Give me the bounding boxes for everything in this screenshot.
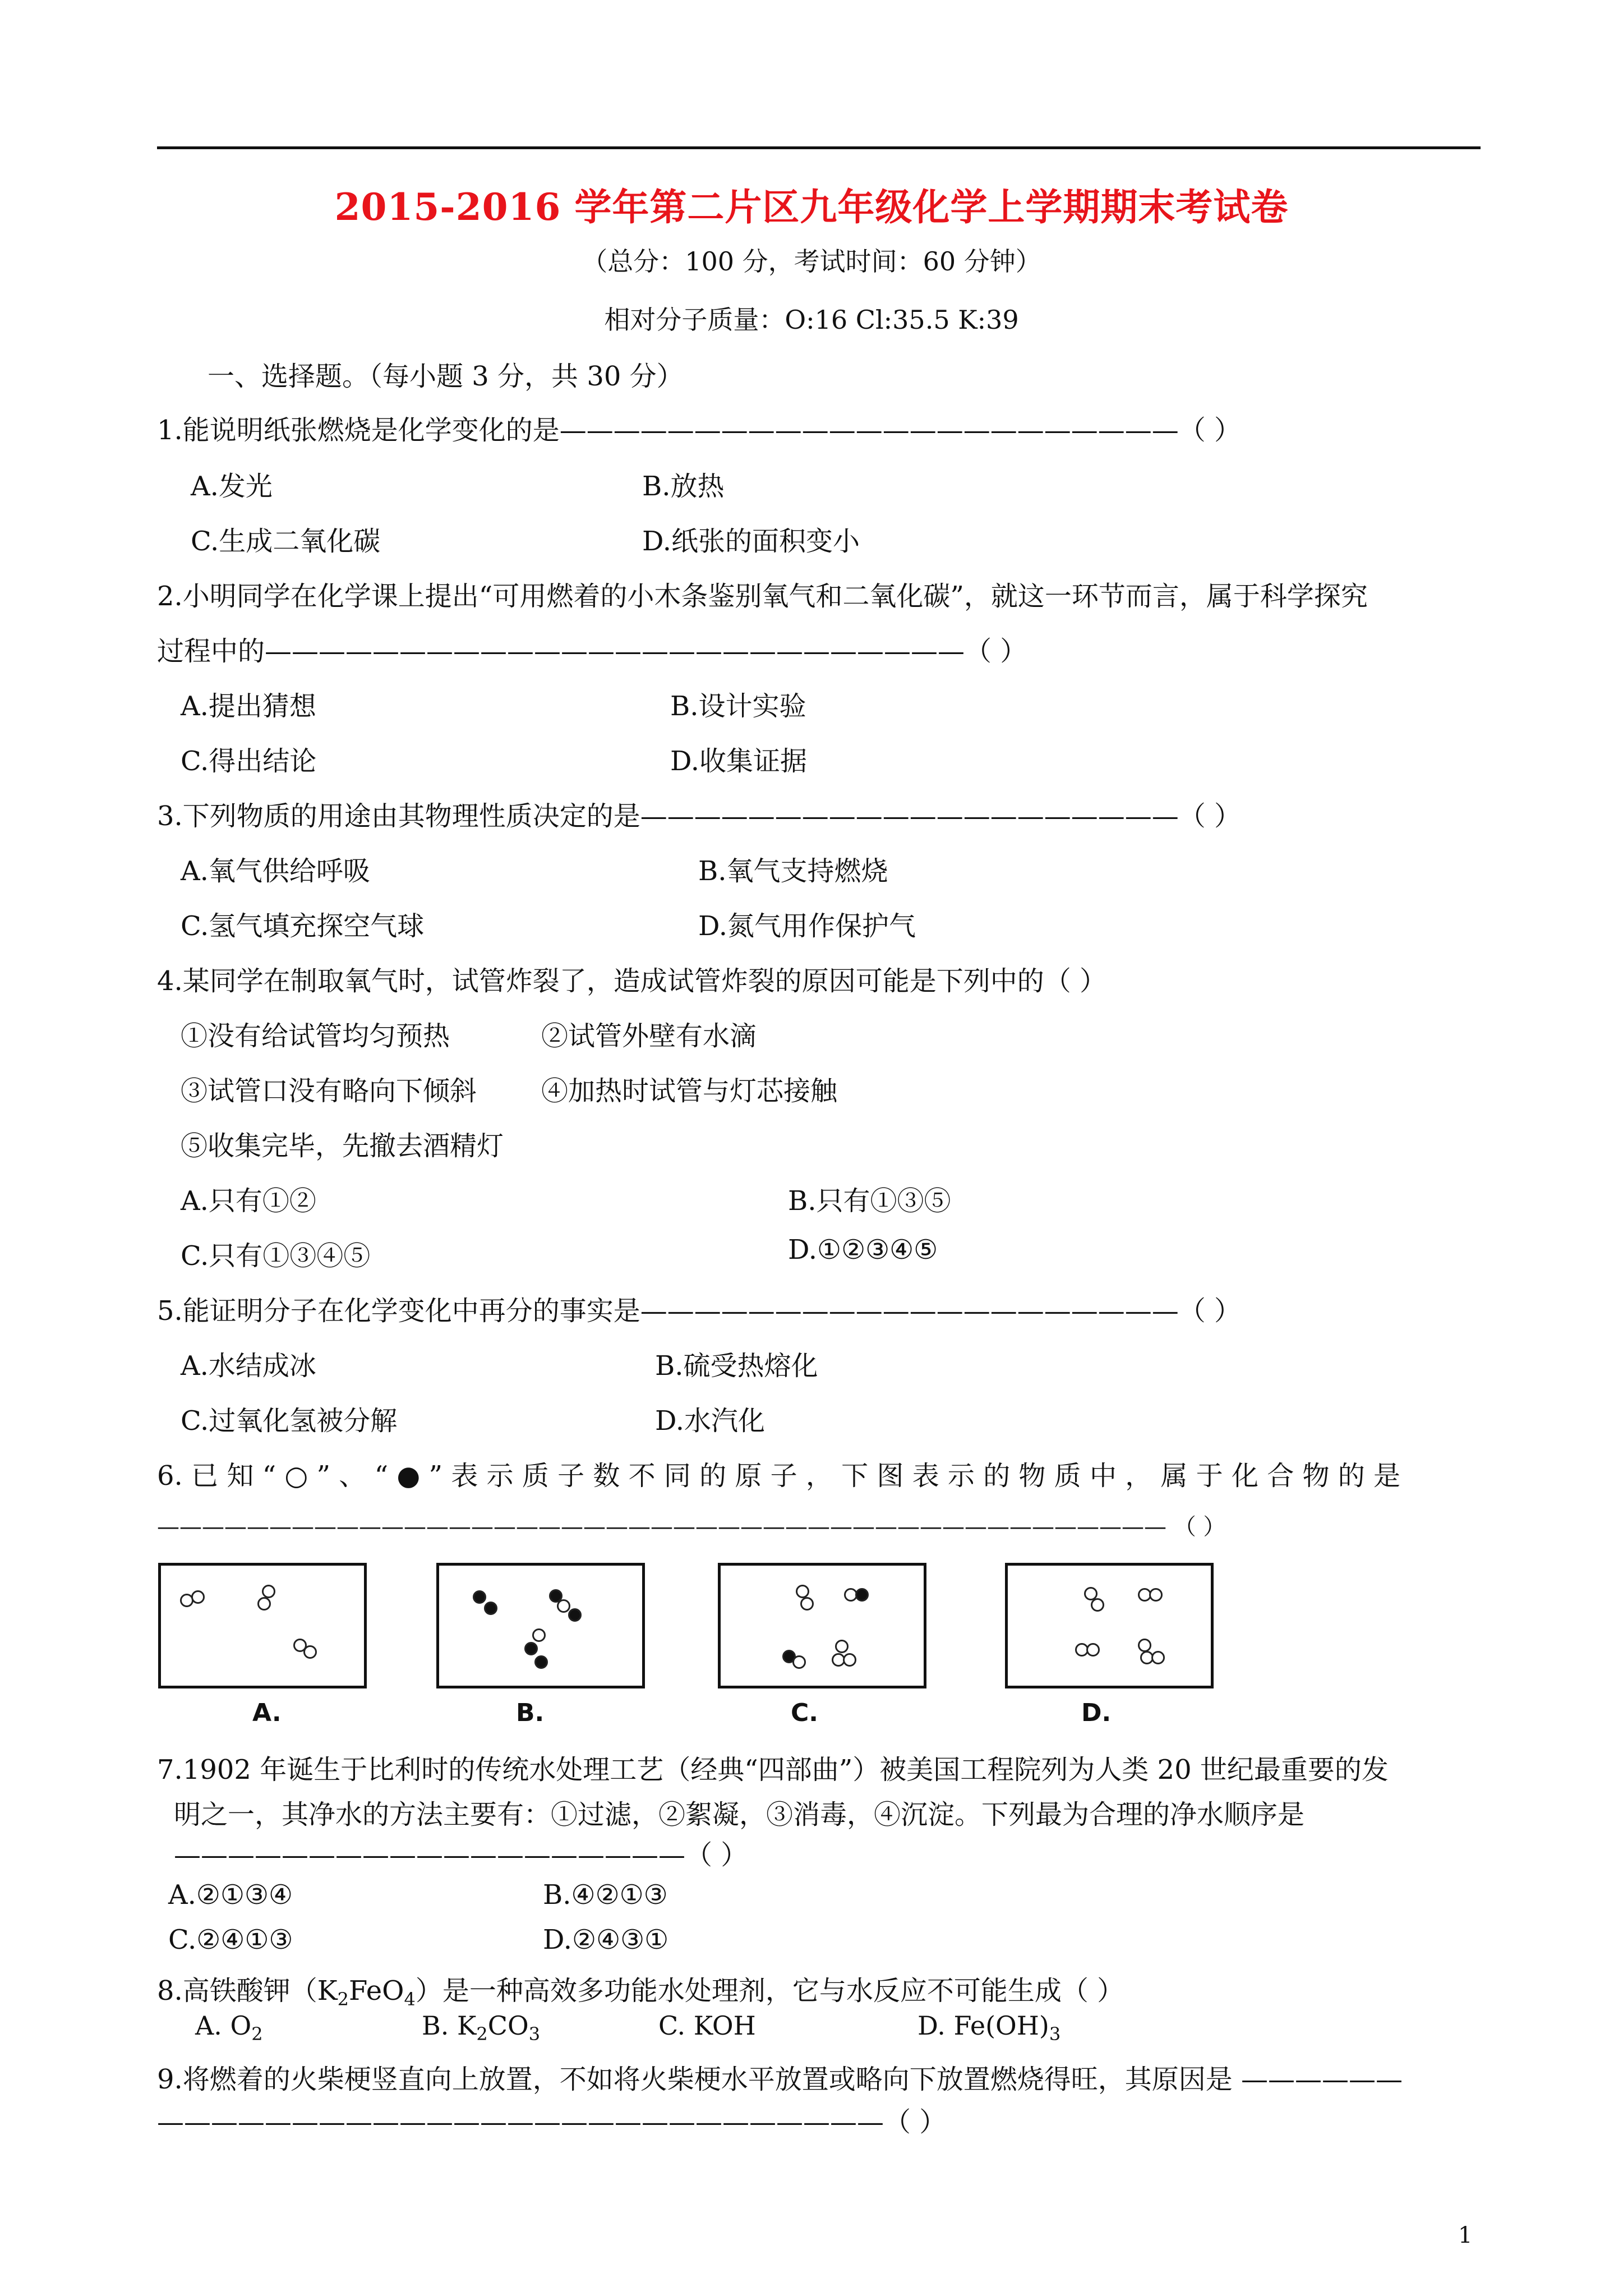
q1-option-b[interactable]: B.放热 bbox=[642, 471, 725, 502]
q3-option-a[interactable]: A.氧气供给呼吸 bbox=[181, 855, 370, 887]
q3-option-d[interactable]: D.氮气用作保护气 bbox=[698, 910, 916, 942]
atom-black bbox=[484, 1602, 497, 1615]
box-label-d: D. bbox=[1081, 1699, 1112, 1727]
atom-white bbox=[792, 1655, 806, 1669]
q3-option-b[interactable]: B.氧气支持燃烧 bbox=[698, 855, 888, 887]
question-5-stem: 5.能证明分子在化学变化中再分的事实是————————————————————（ ） bbox=[157, 1295, 1242, 1327]
page-number: 1 bbox=[1458, 2223, 1473, 2248]
atom-white bbox=[532, 1628, 546, 1642]
question-2-stem-line2: 过程中的——————————————————————————（ ） bbox=[157, 636, 1027, 667]
atom-white bbox=[1149, 1588, 1163, 1602]
atom-white bbox=[843, 1653, 856, 1667]
q2-option-b[interactable]: B.设计实验 bbox=[670, 691, 806, 722]
q4-option-a[interactable]: A.只有①② bbox=[181, 1185, 316, 1217]
atomic-mass-line: 相对分子质量：O:16 Cl:35.5 K:39 bbox=[604, 305, 1019, 335]
molecule-box-c[interactable] bbox=[718, 1563, 926, 1688]
atom-white bbox=[1091, 1598, 1104, 1612]
q5-option-c[interactable]: C.过氧化氢被分解 bbox=[181, 1405, 398, 1437]
q8-option-c[interactable]: C. KOH bbox=[658, 2010, 756, 2041]
question-7-stem-line2: 明之一，其净水的方法主要有：①过滤，②絮凝，③消毒，④沉淀。下列最为合理的净水顺序是 bbox=[174, 1799, 1305, 1830]
q2-option-d[interactable]: D.收集证据 bbox=[670, 746, 808, 777]
q4-reason-1: ①没有给试管均匀预热 bbox=[181, 1020, 450, 1052]
q5-option-b[interactable]: B.硫受热熔化 bbox=[655, 1350, 818, 1382]
question-3-stem: 3.下列物质的用途由其物理性质决定的是————————————————————（ ） bbox=[157, 800, 1242, 832]
q1-option-a[interactable]: A.发光 bbox=[191, 471, 273, 502]
q4-reason-2: ②试管外壁有水滴 bbox=[541, 1020, 757, 1052]
q2-option-a[interactable]: A.提出猜想 bbox=[181, 691, 316, 722]
q7-option-c[interactable]: C.②④①③ bbox=[168, 1924, 293, 1955]
molecule-box-a[interactable] bbox=[158, 1563, 367, 1688]
q5-option-a[interactable]: A.水结成冰 bbox=[181, 1350, 316, 1382]
atom-white bbox=[557, 1599, 570, 1613]
question-8-stem: 8.高铁酸钾$(K_2FeO_4)$是一种高效多功能水处理剂，它与水反应不可能生成（ ） bbox=[157, 1975, 1124, 2010]
question-1-stem: 1.能说明纸张燃烧是化学变化的是———————————————————————（ ） bbox=[157, 415, 1242, 446]
exam-info: （总分：100 分，考试时间：60 分钟） bbox=[582, 246, 1041, 277]
box-label-a: A. bbox=[252, 1699, 282, 1727]
q7-option-b[interactable]: B.④②①③ bbox=[543, 1879, 668, 1911]
q4-option-d[interactable]: D.①②③④⑤ bbox=[788, 1234, 938, 1266]
question-6-stem-line1: 6. 已 知 “ ○ ” 、 “ ● ” 表 示 质 子 数 不 同 的 原 子 ， 下 图 表 示 的 物 质 中 ， 属 于 化 合 物 的 是 bbox=[157, 1460, 1401, 1492]
section-heading: 一、选择题。（每小题 3 分，共 30 分） bbox=[208, 361, 684, 392]
atom-white bbox=[835, 1640, 849, 1653]
q1-option-d[interactable]: D.纸张的面积变小 bbox=[642, 526, 860, 557]
molecule-box-b[interactable] bbox=[436, 1563, 645, 1688]
atom-black bbox=[568, 1608, 582, 1622]
molecule-box-d[interactable] bbox=[1005, 1563, 1214, 1688]
q7-option-d[interactable]: D.②④③① bbox=[543, 1924, 669, 1955]
atom-white bbox=[1138, 1639, 1151, 1652]
q4-reason-3: ③试管口没有略向下倾斜 bbox=[181, 1075, 477, 1107]
q1-option-c[interactable]: C.生成二氧化碳 bbox=[191, 526, 381, 557]
q4-reason-4: ④加热时试管与灯芯接触 bbox=[541, 1075, 838, 1107]
q8-option-a[interactable]: A. $O_2$ bbox=[195, 2010, 263, 2045]
atom-white bbox=[262, 1585, 275, 1598]
q4-option-b[interactable]: B.只有①③⑤ bbox=[788, 1185, 951, 1217]
atom-white bbox=[800, 1597, 814, 1611]
q7-option-a[interactable]: A.②①③④ bbox=[168, 1879, 293, 1911]
box-label-b: B. bbox=[516, 1699, 545, 1727]
atom-white bbox=[1151, 1651, 1165, 1664]
q2-option-c[interactable]: C.得出结论 bbox=[181, 746, 317, 777]
q5-option-d[interactable]: D.水汽化 bbox=[655, 1405, 766, 1437]
question-7-stem-line3: ———————————————————（ ） bbox=[174, 1839, 748, 1871]
atom-white bbox=[257, 1597, 271, 1611]
page-title: 2015-2016 学年第二片区九年级化学上学期期末考试卷 bbox=[334, 185, 1289, 229]
question-9-stem-line1: 9.将燃着的火柴梗竖直向上放置，不如将火柴梗水平放置或略向下放置燃烧得旺，其原因是 —————— bbox=[157, 2064, 1403, 2095]
question-2-stem-line1: 2.小明同学在化学课上提出“可用燃着的小木条鉴别氧气和二氧化碳”，就这一环节而言，属于科学探究 bbox=[157, 581, 1368, 612]
header-rule bbox=[157, 146, 1481, 149]
q8-option-b[interactable]: B. $K_2CO_3$ bbox=[422, 2010, 541, 2045]
q4-option-c[interactable]: C.只有①③④⑤ bbox=[181, 1240, 371, 1272]
atom-black bbox=[534, 1655, 548, 1669]
atom-white bbox=[191, 1590, 205, 1604]
q3-option-c[interactable]: C.氢气填充探空气球 bbox=[181, 910, 425, 942]
atom-black bbox=[473, 1590, 486, 1604]
q8-option-d[interactable]: D. $Fe(OH)_3$ bbox=[917, 2010, 1061, 2045]
question-7-stem-line1: 7.1902 年诞生于比利时的传统水处理工艺（经典“四部曲”）被美国工程院列为人类 20 世纪最重要的发 bbox=[157, 1754, 1389, 1786]
atom-black bbox=[855, 1588, 869, 1602]
atom-white bbox=[1086, 1643, 1100, 1657]
question-6-stem-line2: ————————————————————————————————————————————— （ ） bbox=[157, 1514, 1226, 1540]
q4-reason-5: ⑤收集完毕，先撤去酒精灯 bbox=[181, 1130, 504, 1162]
box-label-c: C. bbox=[791, 1699, 819, 1727]
atom-white bbox=[303, 1645, 317, 1659]
question-9-stem-line2: ———————————————————————————（ ） bbox=[157, 2106, 947, 2138]
question-4-stem: 4.某同学在制取氧气时，试管炸裂了，造成试管炸裂的原因可能是下列中的（ ） bbox=[157, 965, 1107, 997]
atom-white bbox=[796, 1585, 809, 1598]
atom-black bbox=[524, 1642, 538, 1655]
